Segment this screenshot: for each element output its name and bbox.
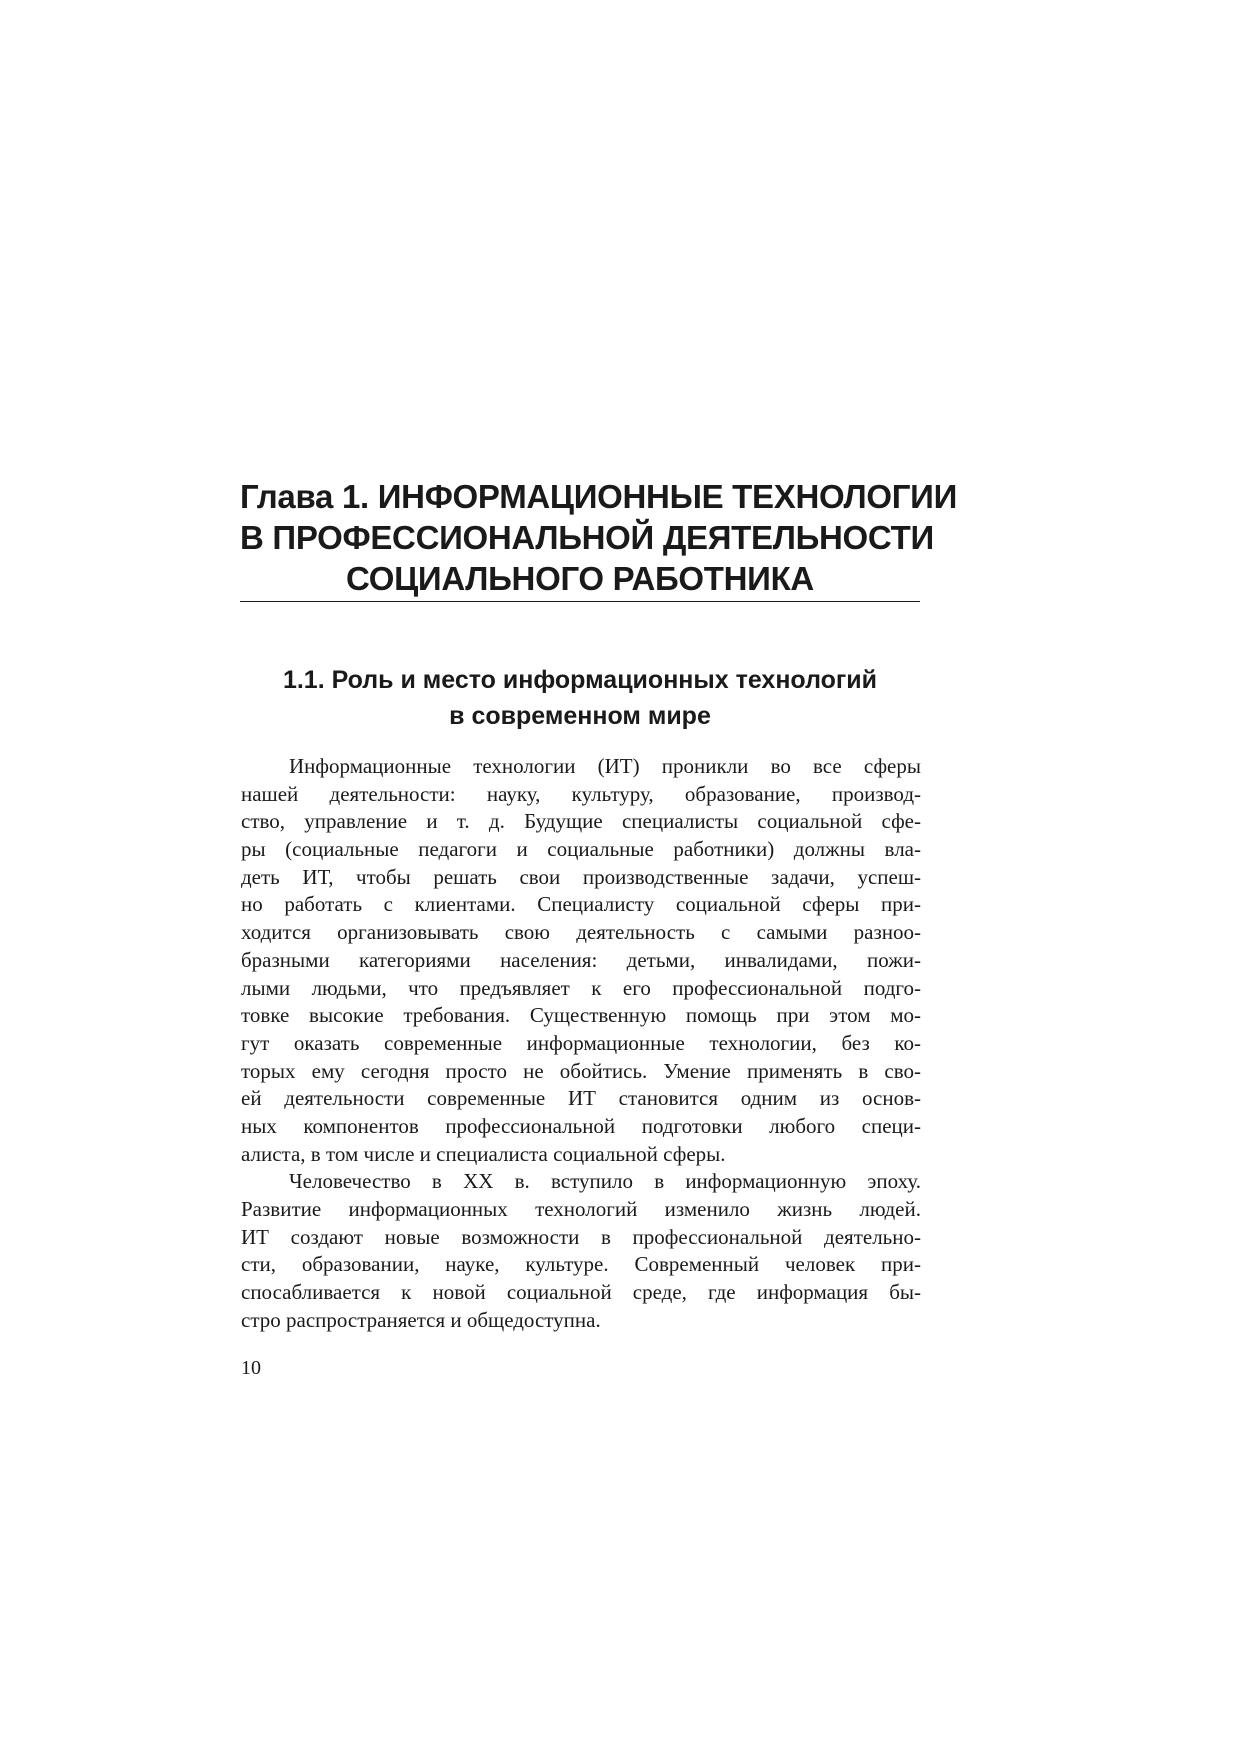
text-line: ры (социальные педагоги и социальные работники) должны вла- [241,837,921,862]
text-line: торых ему сегодня просто не обойтись. Умение применять в сво- [241,1058,921,1083]
chapter-divider [240,601,920,602]
text-line: спосабливается к новой социальной среде, где информация бы- [241,1280,921,1305]
chapter-title-line: СОЦИАЛЬНОГО РАБОТНИКА [346,560,814,597]
chapter-title [240,476,957,599]
section-title [240,662,920,734]
text-line: Человечество в ХХ в. вступило в информационную эпоху. [289,1169,921,1194]
text-line: нашей деятельности: науку, культуру, образование, производ- [241,781,921,806]
text-line: товке высокие требования. Существенную помощь при этом мо- [241,1003,921,1028]
text-line: стро распространяется и общедоступна. [241,1307,601,1332]
text-line: ных компонентов профессиональной подготовки любого специ- [241,1113,921,1138]
text-line: алиста, в том числе и специалиста социальной сферы. [241,1141,726,1166]
text-line: гут оказать современные информационные технологии, без ко- [241,1030,921,1055]
chapter-title-line: В ПРОФЕССИОНАЛЬНОЙ ДЕЯТЕЛЬНОСТИ [240,519,934,556]
text-line: Развитие информационных технологий изменило жизнь людей. [241,1197,921,1221]
body-text [241,753,921,1334]
text-line: но работать с клиентами. Специалисту социальной сферы при- [241,892,921,917]
text-line: лыми людьми, что предъявляет к его профессиональной подго- [241,975,921,1000]
text-line: ство, управление и т. д. Будущие специалисты социальной сфе- [241,809,921,834]
chapter-title-line: Глава 1. ИНФОРМАЦИОННЫЕ ТЕХНОЛОГИИ [240,478,957,515]
text-line: бразными категориями населения: детьми, инвалидами, пожи- [241,947,921,972]
text-line: Информационные технологии (ИТ) проникли во все сферы [289,754,921,778]
text-line: деть ИТ, чтобы решать свои производственные задачи, успеш- [241,864,921,889]
section-title-line: 1.1. Роль и место информационных технологий [282,666,878,694]
paragraph [241,1168,921,1334]
text-line: сти, образовании, науке, культуре. Современный человек при- [241,1252,921,1277]
text-line: ходится организовывать свою деятельность с самыми разноо- [241,920,921,945]
page-number: 10 [241,1357,261,1379]
text-line: ей деятельности современные ИТ становится одним из основ- [241,1086,921,1111]
paragraph [241,753,921,1168]
text-line: ИТ создают новые возможности в профессиональной деятельно- [241,1224,921,1249]
section-title-line: в современном мире [449,702,711,730]
